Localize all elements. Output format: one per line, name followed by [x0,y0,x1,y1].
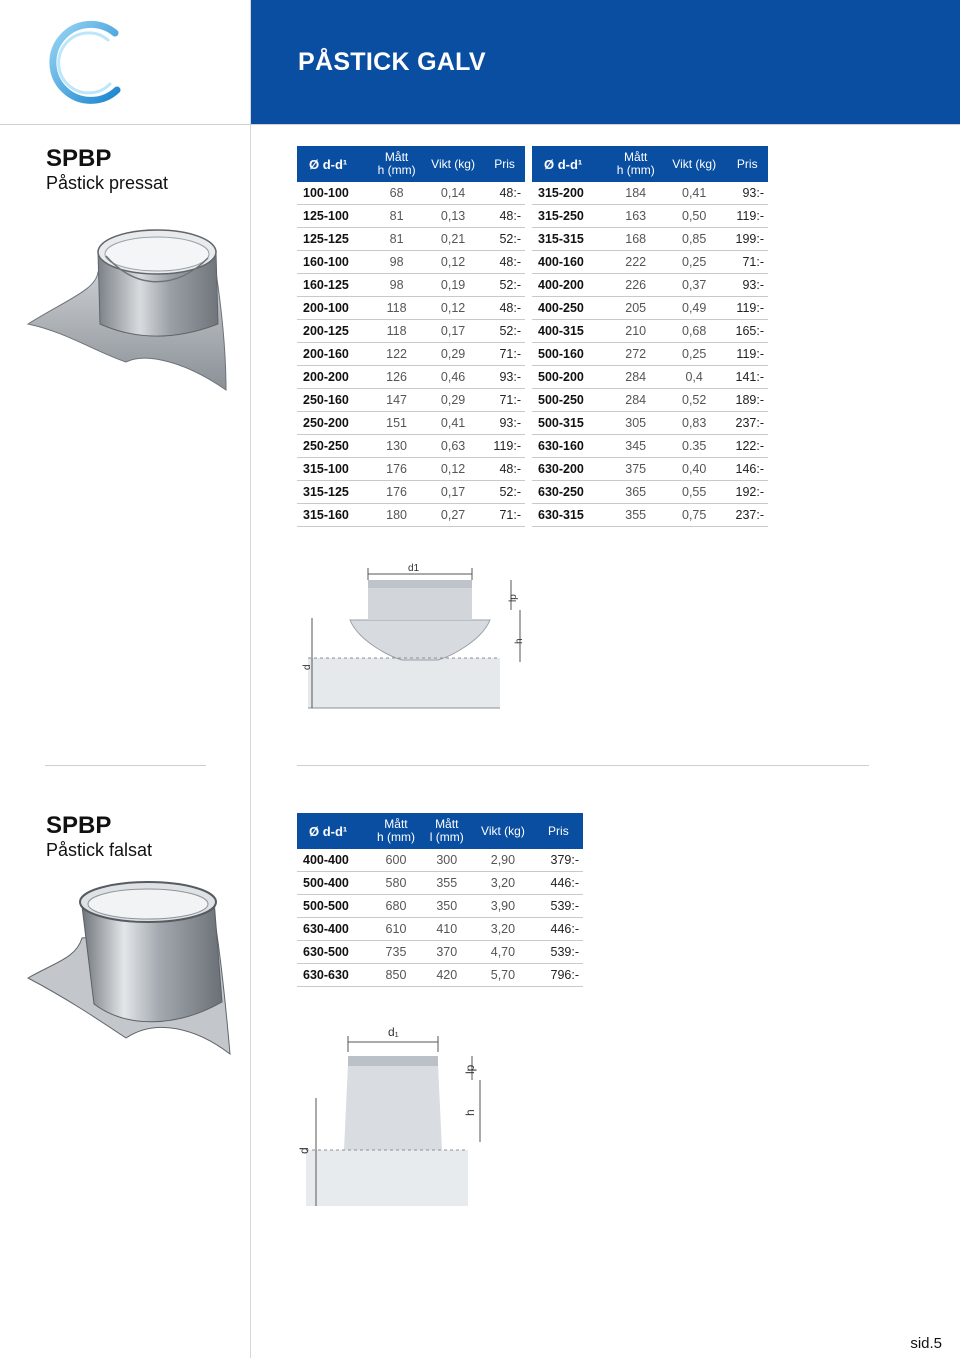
value-cell: 0.35 [662,435,727,458]
dimension-cell: 630-160 [532,435,610,458]
value-cell: 205 [610,297,662,320]
table-row [532,297,768,320]
value-cell: 0,49 [662,297,727,320]
company-logo [0,0,250,124]
price-cell: 93:- [727,182,769,205]
dimension-cell: 400-200 [532,274,610,297]
value-cell: 0,41 [422,412,484,435]
value-cell: 0,19 [422,274,484,297]
dimension-cell: 630-630 [297,964,371,987]
value-cell: 272 [610,343,662,366]
value-cell: 68 [371,182,422,205]
value-cell: 81 [371,205,422,228]
col-header-dimension: Ø d-d¹ [532,146,610,182]
dimension-cell: 500-500 [297,895,371,918]
value-cell: 284 [610,389,662,412]
table-row [297,297,525,320]
value-cell: 0,37 [662,274,727,297]
vertical-divider [250,0,251,1358]
dimension-cell: 400-315 [532,320,610,343]
price-cell: 539:- [534,895,583,918]
value-cell: 130 [371,435,422,458]
dimension-cell: 200-125 [297,320,371,343]
table-row [297,389,525,412]
price-cell: 48:- [484,251,525,274]
table-row [297,872,583,895]
section2-table [297,813,583,987]
dimension-cell: 630-250 [532,481,610,504]
table-row [297,849,583,872]
price-cell: 237:- [727,412,769,435]
diagram1-label-h: h [514,638,525,644]
table-row [297,941,583,964]
value-cell: 3,90 [472,895,534,918]
price-cell: 48:- [484,458,525,481]
col-header-h: Mått h (mm) [371,146,422,182]
section1-subtitle: Påstick pressat [46,173,169,193]
value-cell: 98 [371,274,422,297]
table-row [532,366,768,389]
value-cell: 0,85 [662,228,727,251]
section-divider-right [297,765,869,766]
price-cell: 122:- [727,435,769,458]
table-row [297,895,583,918]
table-row [297,458,525,481]
value-cell: 147 [371,389,422,412]
value-cell: 735 [371,941,422,964]
value-cell: 345 [610,435,662,458]
value-cell: 0,68 [662,320,727,343]
table-row [297,435,525,458]
folded-saddle-image [26,878,246,1058]
value-cell: 370 [421,941,472,964]
table-row [532,435,768,458]
dimension-cell: 630-500 [297,941,371,964]
dimension-cell: 500-400 [297,872,371,895]
value-cell: 365 [610,481,662,504]
price-cell: 446:- [534,872,583,895]
price-cell: 146:- [727,458,769,481]
value-cell: 4,70 [472,941,534,964]
dimension-cell: 315-200 [532,182,610,205]
price-cell: 539:- [534,941,583,964]
value-cell: 580 [371,872,422,895]
table-row [297,274,525,297]
value-cell: 5,70 [472,964,534,987]
table-row [297,481,525,504]
value-cell: 284 [610,366,662,389]
value-cell: 0,17 [422,481,484,504]
price-cell: 119:- [727,205,769,228]
value-cell: 176 [371,458,422,481]
value-cell: 0,40 [662,458,727,481]
price-cell: 93:- [484,412,525,435]
col-header-price: Pris [534,813,583,849]
value-cell: 350 [421,895,472,918]
page-header [251,0,960,124]
section1-table-right [532,146,768,527]
diagram1-label-d: d [302,664,313,670]
price-cell: 52:- [484,274,525,297]
price-cell: 119:- [484,435,525,458]
value-cell: 222 [610,251,662,274]
value-cell: 305 [610,412,662,435]
dimension-cell: 125-100 [297,205,371,228]
price-cell: 93:- [484,366,525,389]
dimension-cell: 315-315 [532,228,610,251]
value-cell: 0,83 [662,412,727,435]
value-cell: 410 [421,918,472,941]
pressed-saddle-image [26,212,236,392]
value-cell: 0,75 [662,504,727,527]
table-row [297,964,583,987]
value-cell: 0,27 [422,504,484,527]
value-cell: 0,50 [662,205,727,228]
table-row [532,343,768,366]
table-row [297,228,525,251]
col-header-h: Mått h (mm) [610,146,662,182]
value-cell: 3,20 [472,872,534,895]
value-cell: 420 [421,964,472,987]
price-cell: 71:- [484,343,525,366]
value-cell: 180 [371,504,422,527]
value-cell: 610 [371,918,422,941]
dimension-cell: 200-100 [297,297,371,320]
dimension-cell: 500-160 [532,343,610,366]
value-cell: 850 [371,964,422,987]
diagram2-label-d: d [297,1147,311,1154]
value-cell: 355 [610,504,662,527]
table-row [297,343,525,366]
price-cell: 379:- [534,849,583,872]
value-cell: 118 [371,297,422,320]
page-title: PÅSTICK GALV [298,48,486,76]
dimension-cell: 125-125 [297,228,371,251]
value-cell: 81 [371,228,422,251]
table-row [532,320,768,343]
dimension-cell: 500-250 [532,389,610,412]
price-cell: 71:- [484,389,525,412]
table-row [532,412,768,435]
price-cell: 192:- [727,481,769,504]
dimension-cell: 400-160 [532,251,610,274]
dimension-cell: 630-200 [532,458,610,481]
page-number: sid.5 [910,1335,942,1352]
diagram2-label-h: h [463,1109,477,1116]
value-cell: 0,25 [662,251,727,274]
value-cell: 0,21 [422,228,484,251]
table-row [297,320,525,343]
col-header-l: Mått l (mm) [421,813,472,849]
value-cell: 375 [610,458,662,481]
value-cell: 3,20 [472,918,534,941]
price-cell: 796:- [534,964,583,987]
value-cell: 226 [610,274,662,297]
table-row [297,251,525,274]
section-divider-left [45,765,206,766]
price-cell: 52:- [484,228,525,251]
price-cell: 119:- [727,297,769,320]
logo-area [0,0,250,124]
value-cell: 0,52 [662,389,727,412]
value-cell: 600 [371,849,422,872]
value-cell: 0,12 [422,297,484,320]
dimension-cell: 630-315 [532,504,610,527]
price-cell: 48:- [484,297,525,320]
price-cell: 189:- [727,389,769,412]
value-cell: 126 [371,366,422,389]
price-cell: 71:- [727,251,769,274]
price-cell: 52:- [484,320,525,343]
price-cell: 119:- [727,343,769,366]
header-divider [0,124,960,125]
col-header-weight: Vikt (kg) [472,813,534,849]
value-cell: 0,63 [422,435,484,458]
section2-subtitle: Påstick falsat [46,840,153,860]
col-header-weight: Vikt (kg) [662,146,727,182]
value-cell: 118 [371,320,422,343]
value-cell: 98 [371,251,422,274]
diagram2-label-d1: d₁ [388,1025,399,1039]
table-row [297,504,525,527]
dimension-cell: 200-160 [297,343,371,366]
price-cell: 71:- [484,504,525,527]
dimension-cell: 500-315 [532,412,610,435]
dimension-cell: 160-125 [297,274,371,297]
table-row [297,412,525,435]
diagram1-label-d1: d1 [408,563,420,574]
section2-dimension-diagram [296,1020,496,1210]
table-row [297,366,525,389]
table-row [532,251,768,274]
value-cell: 0,13 [422,205,484,228]
value-cell: 0,17 [422,320,484,343]
value-cell: 0,46 [422,366,484,389]
dimension-cell: 400-400 [297,849,371,872]
col-header-price: Pris [727,146,769,182]
value-cell: 0,29 [422,343,484,366]
diagram1-label-lp: lp [508,594,519,602]
table-row [532,481,768,504]
value-cell: 0,14 [422,182,484,205]
price-cell: 199:- [727,228,769,251]
dimension-cell: 630-400 [297,918,371,941]
dimension-cell: 500-200 [532,366,610,389]
price-cell: 165:- [727,320,769,343]
dimension-cell: 250-250 [297,435,371,458]
table-row [297,182,525,205]
value-cell: 0,12 [422,458,484,481]
dimension-cell: 160-100 [297,251,371,274]
table-row [532,389,768,412]
col-header-price: Pris [484,146,525,182]
section1-dimension-diagram [298,558,538,718]
table-row [532,182,768,205]
dimension-cell: 315-160 [297,504,371,527]
dimension-cell: 250-160 [297,389,371,412]
dimension-cell: 315-250 [532,205,610,228]
value-cell: 0,12 [422,251,484,274]
value-cell: 0,29 [422,389,484,412]
section2-code: SPBP [46,812,112,839]
diagram2-label-lp: lp [463,1064,477,1074]
price-cell: 48:- [484,205,525,228]
table-row [532,228,768,251]
section1-code: SPBP [46,145,112,172]
value-cell: 176 [371,481,422,504]
value-cell: 0,41 [662,182,727,205]
table-row [532,458,768,481]
value-cell: 210 [610,320,662,343]
value-cell: 122 [371,343,422,366]
dimension-cell: 315-125 [297,481,371,504]
price-cell: 93:- [727,274,769,297]
value-cell: 168 [610,228,662,251]
value-cell: 0,55 [662,481,727,504]
section2-title [46,813,152,861]
value-cell: 0,4 [662,366,727,389]
dimension-cell: 200-200 [297,366,371,389]
value-cell: 680 [371,895,422,918]
value-cell: 300 [421,849,472,872]
value-cell: 0,25 [662,343,727,366]
dimension-cell: 400-250 [532,297,610,320]
value-cell: 2,90 [472,849,534,872]
dimension-cell: 100-100 [297,182,371,205]
section1-table-left [297,146,525,527]
price-cell: 48:- [484,182,525,205]
section1-title [46,146,168,194]
col-header-dimension: Ø d-d¹ [297,813,371,849]
value-cell: 163 [610,205,662,228]
col-header-dimension: Ø d-d¹ [297,146,371,182]
price-cell: 446:- [534,918,583,941]
col-header-h: Mått h (mm) [371,813,422,849]
table-row [532,205,768,228]
value-cell: 355 [421,872,472,895]
table-row [297,205,525,228]
price-cell: 141:- [727,366,769,389]
price-cell: 52:- [484,481,525,504]
table-row [532,504,768,527]
value-cell: 184 [610,182,662,205]
dimension-cell: 250-200 [297,412,371,435]
dimension-cell: 315-100 [297,458,371,481]
table-row [297,918,583,941]
col-header-weight: Vikt (kg) [422,146,484,182]
value-cell: 151 [371,412,422,435]
table-row [532,274,768,297]
price-cell: 237:- [727,504,769,527]
